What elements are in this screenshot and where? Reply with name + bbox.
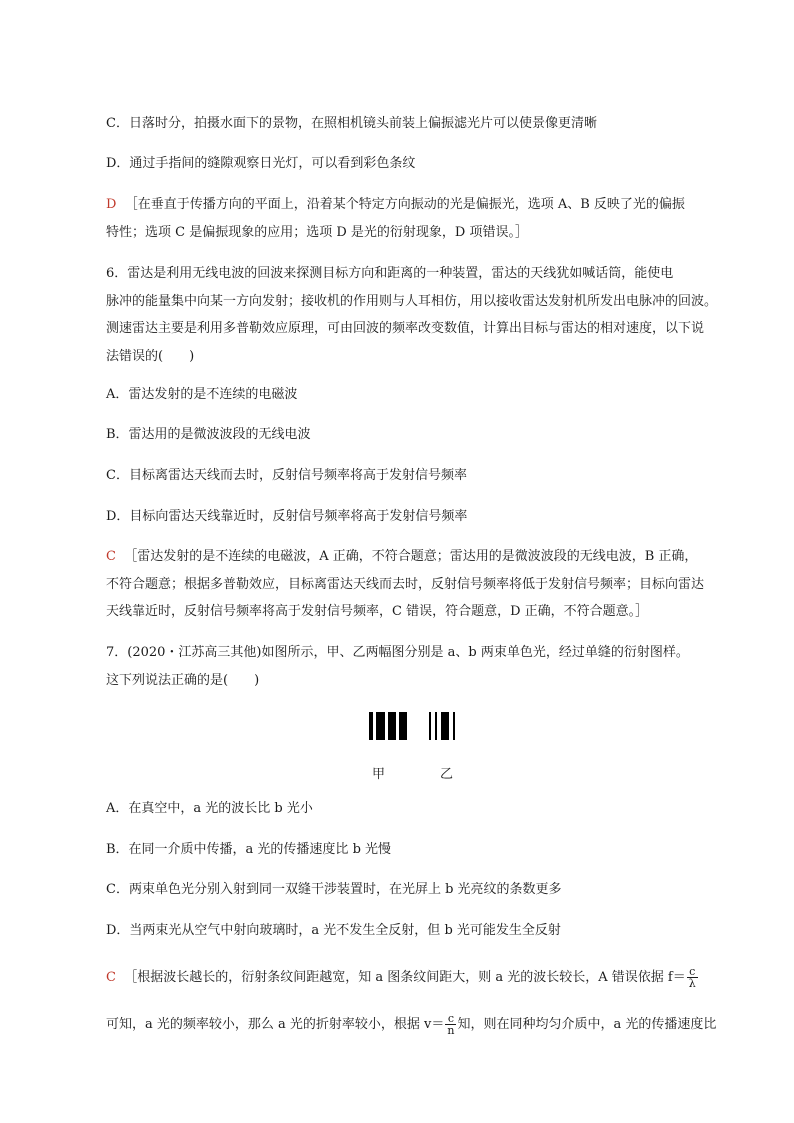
q7-stem-line-1: 7．(2020・江苏高三其他)如图所示，甲、乙两幅图分别是 a、b 两束单色光，经过单缝的衍射图样。	[106, 645, 689, 660]
figure-label-yi: 乙	[440, 767, 454, 782]
diffraction-pattern-jia	[369, 712, 407, 740]
q7-option-a: A．在真空中，a 光的波长比 b 光小	[106, 801, 313, 816]
q6-option-c: C．目标离雷达天线而去时，反射信号频率将高于发射信号频率	[106, 468, 467, 483]
q7-explanation-line-1	[106, 966, 699, 989]
q7-option-d: D．当两束光从空气中射向玻璃时，a 光不发生全反射，但 b 光可能发生全反射	[106, 923, 561, 938]
fringe-bar	[429, 712, 431, 740]
fringe-bar	[435, 712, 437, 740]
q6-stem-line-1: 6．雷达是利用无线电波的回波来探测目标方向和距离的一种装置，雷达的天线犹如喊话筒，能使电	[106, 266, 674, 281]
diffraction-pattern-yi	[429, 712, 457, 740]
q7-explanation-text-1: ［根据波长越长的，衍射条纹间距越宽，知 a 图条纹间距大，则 a 光的波长较长，A 错误依据 f＝	[124, 970, 686, 985]
fringe-bar	[399, 712, 407, 740]
q5-option-d: D．通过手指间的缝隙观察日光灯，可以看到彩色条纹	[106, 156, 416, 171]
fraction-c-over-n	[445, 1013, 456, 1036]
q6-option-a: A．雷达发射的是不连续的电磁波	[106, 387, 298, 402]
q6-stem-line-3: 测速雷达主要是利用多普勒效应原理，可由回波的频率改变数值，计算出目标与雷达的相对速度，以下说	[106, 321, 705, 336]
q7-option-b: B．在同一介质中传播，a 光的传播速度比 b 光慢	[106, 842, 392, 857]
fraction-denominator: λ	[688, 977, 696, 990]
q5-answer-letter: D	[106, 197, 117, 212]
q6-option-b: B．雷达用的是微波波段的无线电波	[106, 427, 311, 442]
fraction-c-over-lambda	[687, 966, 698, 989]
q6-explanation-line-3: 天线靠近时，反射信号频率将高于发射信号频率，C 错误，符合题意，D 正确，不符合题意。］	[106, 604, 649, 619]
q5-explanation-text-1: ［在垂直于传播方向的平面上，沿着某个特定方向振动的光是偏振光，选项 A、B 反映了光的偏振	[124, 197, 685, 212]
q7-explanation-line-2	[106, 1013, 716, 1036]
q7-option-c: C．两束单色光分别入射到同一双缝干涉装置时，在光屏上 b 光亮纹的条数更多	[106, 882, 562, 897]
q6-option-d: D．目标向雷达天线靠近时，反射信号频率将高于发射信号频率	[106, 509, 468, 524]
q6-answer-letter: C	[106, 549, 116, 564]
fraction-numerator: c	[687, 966, 698, 978]
q6-explanation-line-1	[106, 549, 697, 565]
q6-explanation-line-2: 不符合题意；根据多普勒效应，目标离雷达天线而去时，反射信号频率将低于发射信号频率；目标向雷达	[106, 577, 705, 592]
fraction-numerator: c	[445, 1013, 456, 1025]
q6-stem-line-2: 脉冲的能量集中向某一方向发射；接收机的作用则与人耳相仿，用以接收雷达发射机所发出电脉冲的回波。	[106, 294, 718, 309]
q6-stem-line-4: 法错误的( )	[106, 349, 195, 364]
fringe-bar	[369, 712, 373, 740]
q5-option-c: C．日落时分，拍摄水面下的景物，在照相机镜头前装上偏振滤光片可以使景像更清晰	[106, 116, 597, 131]
fringe-bar	[388, 712, 396, 740]
fringe-bar	[441, 712, 449, 740]
fringe-bar	[376, 712, 385, 740]
fraction-denominator: n	[447, 1024, 455, 1037]
q7-explanation-text-2b: 知，则在同种均匀介质中，a 光的传播速度比	[457, 1017, 717, 1032]
q5-explanation-line-2: 特性；选项 C 是偏振现象的应用；选项 D 是光的衍射现象，D 项错误。］	[106, 225, 528, 240]
q5-explanation-line-1	[106, 197, 685, 213]
q7-explanation-text-2a: 可知，a 光的频率较小，那么 a 光的折射率较小，根据 v＝	[106, 1017, 445, 1032]
q7-stem-line-2: 这下列说法正确的是( )	[106, 673, 260, 688]
fringe-bar	[453, 712, 455, 740]
q7-answer-letter: C	[106, 970, 116, 985]
figure-label-jia: 甲	[372, 767, 386, 782]
q6-explanation-text-1: ［雷达发射的是不连续的电磁波，A 正确，不符合题意；雷达用的是微波波段的无线电波，B 正确，	[124, 549, 698, 564]
